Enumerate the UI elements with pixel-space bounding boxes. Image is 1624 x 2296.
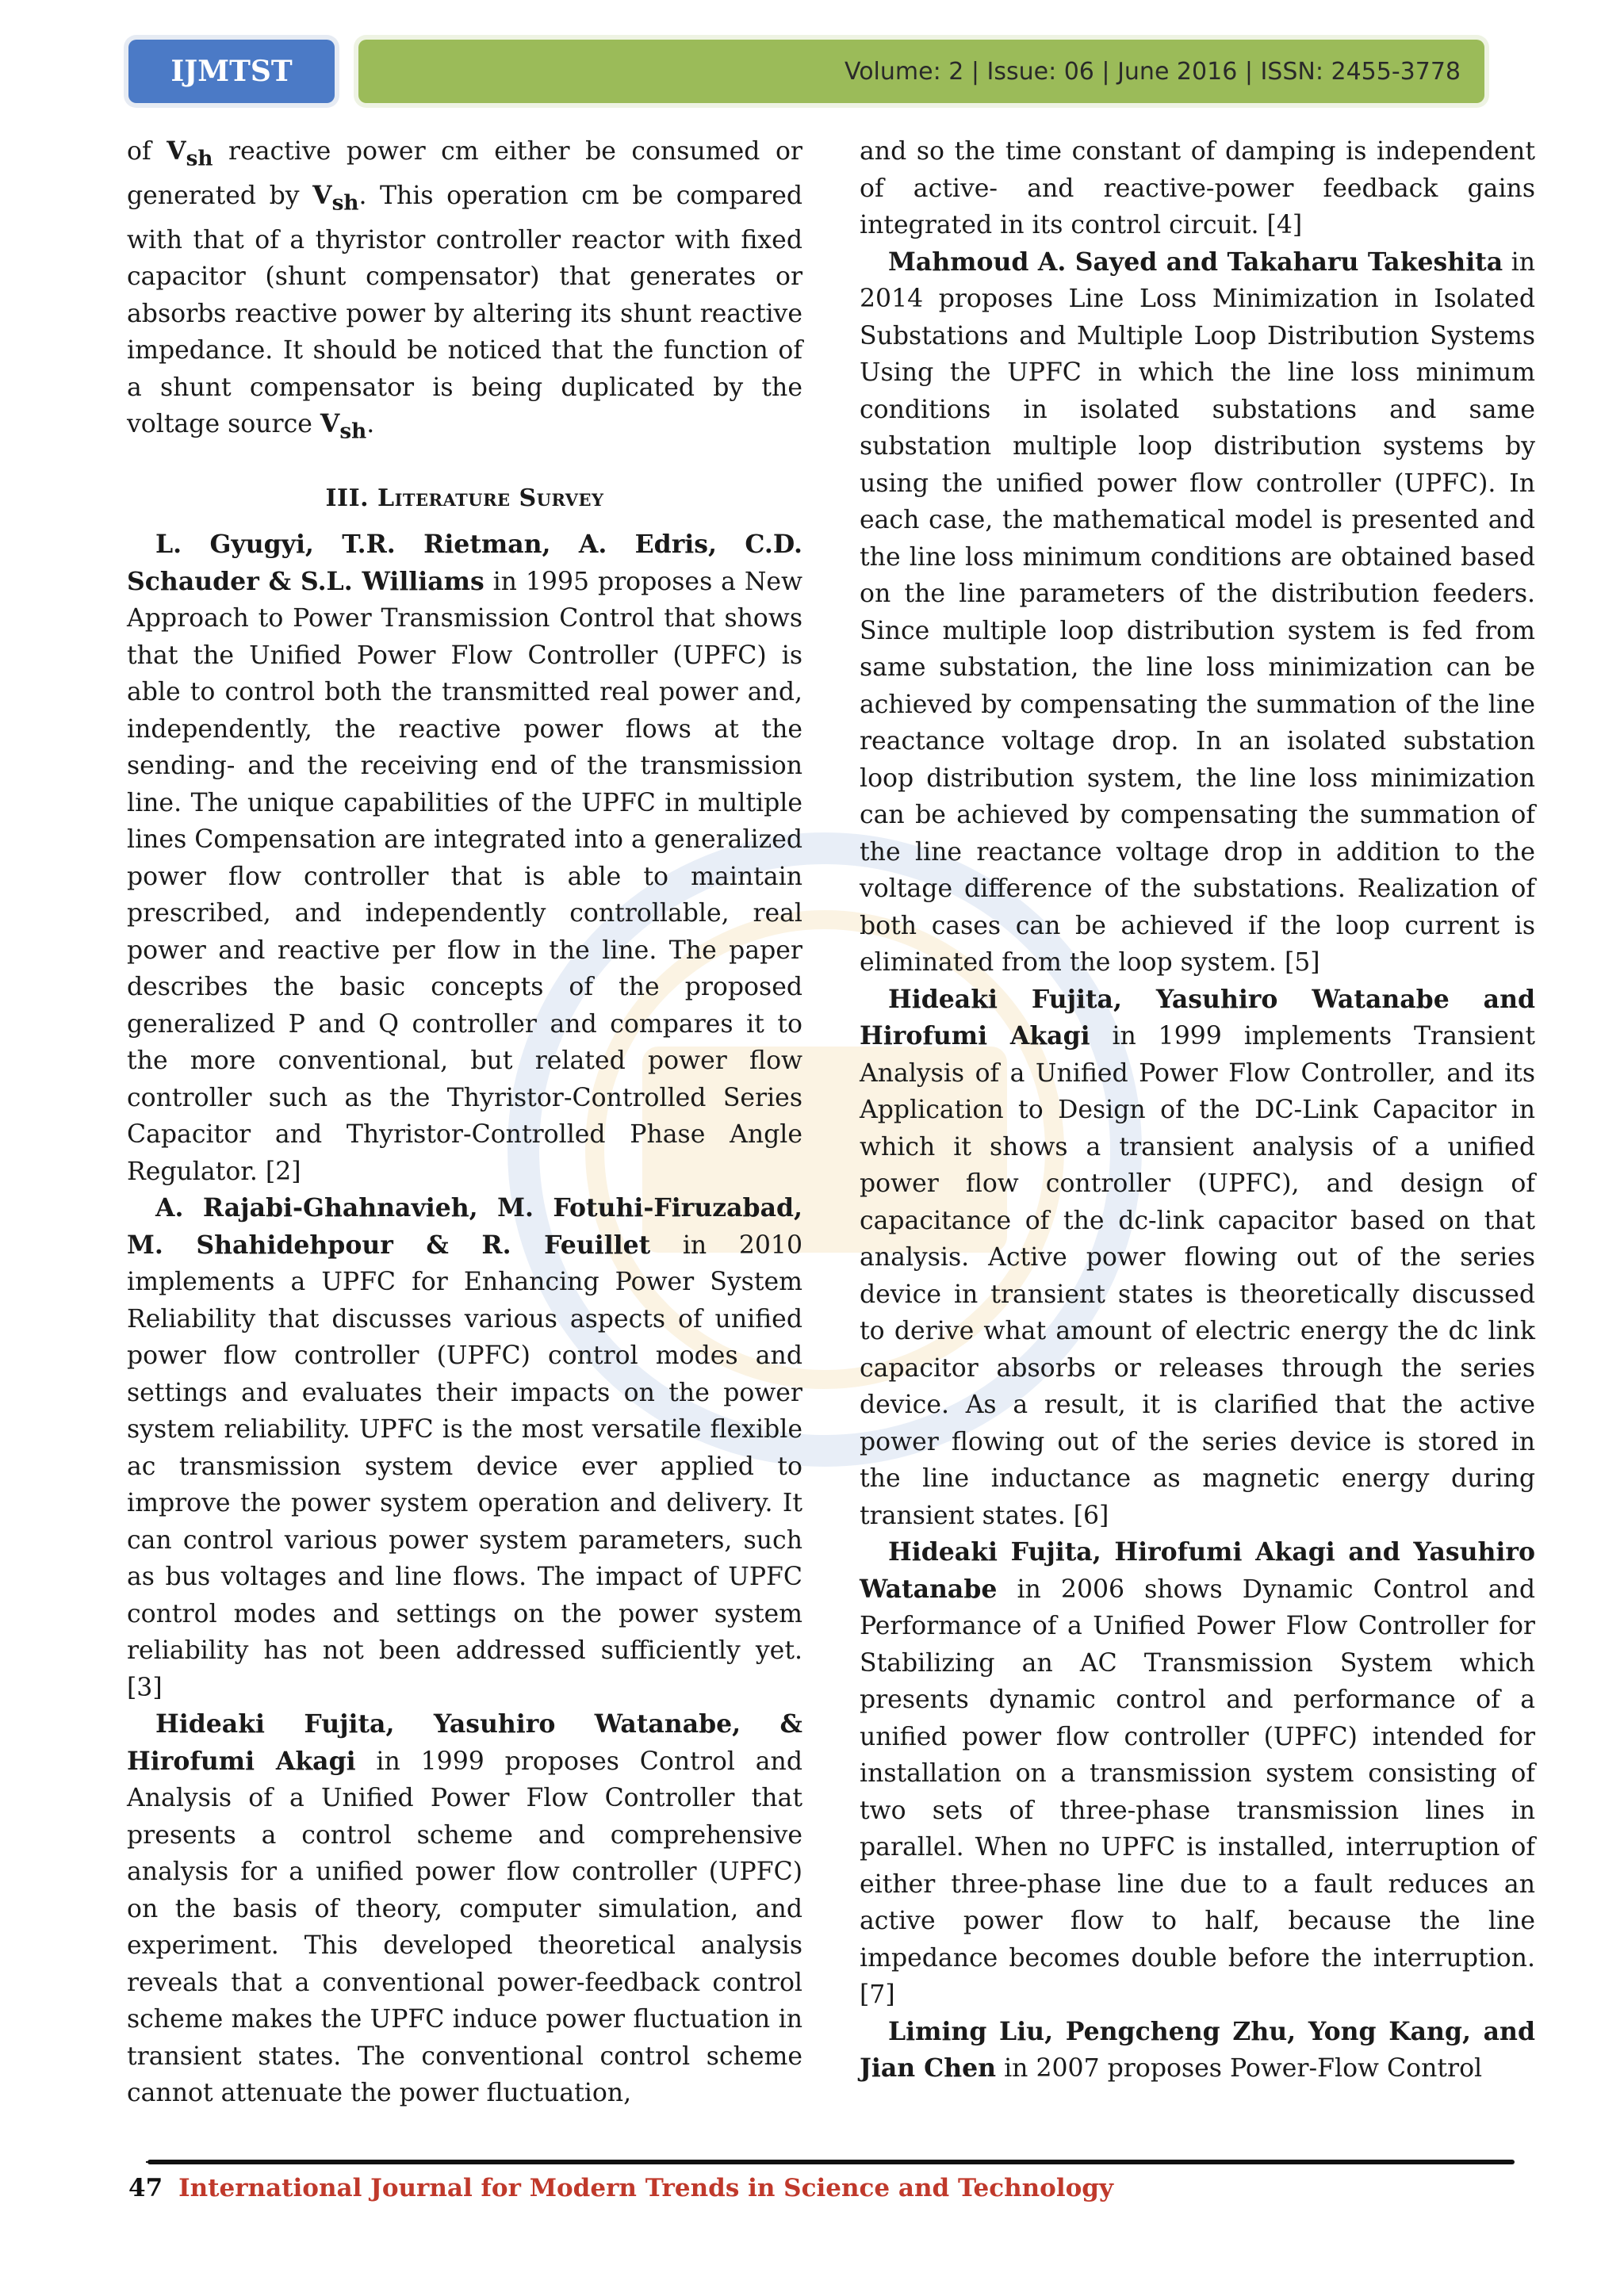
footer-journal-name: International Journal for Modern Trends in Science and Technology [178,2174,1113,2202]
issue-info: Volume: 2 | Issue: 06 | June 2016 | ISSN: 2455-3778 [845,57,1461,86]
paragraph-rajabi: A. Rajabi-Ghahnavieh, M. Fotuhi-Firuzabad, M. Shahidehpour & R. Feuillet in 2010 implements a UPFC for Enhancing Power System Reliability that discusses various aspects of unified power flow controller (UPFC) control modes and settings and evaluates their impacts on the power system reliability. UPFC is the most versatile flexible ac transmission system device ever applied to improve the power system operation and delivery. It can control various power system parameters, such as bus voltages and line flows. The impact of UPFC control modes and settings on the power system reliability has not been addressed sufficiently yet. [3] [127,1193,803,1702]
author-names: Hideaki Fujita, Hirofumi Akagi and Yasuhiro Watanabe [860,1537,1535,1604]
issue-info-banner [358,40,1484,103]
paragraph-liu: Liming Liu, Pengcheng Zhu, Yong Kang, and Jian Chen in 2007 proposes Power-Flow Control [860,2016,1535,2083]
page-footer [128,2174,1113,2202]
author-names: L. Gyugyi, T.R. Rietman, A. Edris, C.D. Schauder & S.L. Williams [127,530,802,596]
left-column [127,133,802,2112]
paragraph-fujita-2006: Hideaki Fujita, Hirofumi Akagi and Yasuhiro Watanabe in 2006 shows Dynamic Control and Performance of a Unified Power Flow Controller for Stabilizing an AC Transmission System which presents dynamic control and performance of a unified power flow controller (UPFC) intended for installation on a transmission system consisting of two sets of three-phase transmission lines in parallel. When no UPFC is installed, interruption of either three-phase line due to a fault reduces an active power flow to half, because the line impedance becomes double before the interruption. [7] [860,1537,1535,2009]
journal-abbrev-badge [128,40,335,103]
author-names: Mahmoud A. Sayed and Takaharu Takeshita [888,247,1503,277]
journal-abbrev: IJMTST [170,55,293,88]
page-number: 47 [128,2174,163,2202]
paragraph-fujita-1999a: Hideaki Fujita, Yasuhiro Watanabe, & Hirofumi Akagi in 1999 proposes Control and Analysis of a Unified Power Flow Controller that presents a control scheme and comprehensive analysis for a unified power flow controller (UPFC) on the basis of theory, computer simulation, and experiment. This developed theoretical analysis reveals that a conventional power-feedback control scheme makes the UPFC induce power fluctuation in transient states. The conventional control scheme cannot attenuate the power fluctuation, [127,1709,802,2108]
paragraph-fujita-1999b: Hideaki Fujita, Yasuhiro Watanabe and Hirofumi Akagi in 1999 implements Transient Analysis of a Unified Power Flow Controller, and its Application to Design of the DC-Link Capacitor in which it shows a transient analysis of a unified power flow controller (UPFC), and design of capacitance of the dc-link capacitor based on that analysis. Active power flowing out of the series device in transient states is theoretically discussed to derive what amount of electric energy the dc link capacitor absorbs or releases through the series device. As a result, it is clarified that the active power flowing out of the series device is stored in the line inductance as magnetic energy during transient states. [6] [860,984,1535,1530]
paragraph-gyugyi: L. Gyugyi, T.R. Rietman, A. Edris, C.D. Schauder & S.L. Williams in 1995 proposes a New Approach to Power Transmission Control that shows that the Unified Power Flow Controller (UPFC) is able to control both the transmitted real power and, independently, the reactive power flows at the sending- and the receiving end of the transmission line. The unique capabilities of the UPFC in multiple lines Compensation are integrated into a generalized power flow controller that is able to maintain prescribed, and independently controllable, real power and reactive per flow in the line. The paper describes the basic concepts of the proposed generalized P and Q controller and compares it to the more conventional, but related power flow controller such as the Thyristor-Controlled Series Capacitor and Thyristor-Controlled Phase Angle Regulator. [2] [127,530,803,1186]
paragraph-continued: of $V_{sh}$ reactive power cm either be consumed or generated by $V_{sh}$. This operation cm be compared with that of a thyristor controller reactor with fixed capacitor (shunt compensator) that generates or absorbs reactive power by altering its shunt reactive impedance. It should be noticed that the function of a shunt compensator is being duplicated by the voltage source $V_{sh}$. [127,136,802,444]
author-names: Hideaki Fujita, Yasuhiro Watanabe and Hirofumi Akagi [860,984,1535,1050]
section-heading: III. Literature Survey [325,484,604,512]
author-names: A. Rajabi-Ghahnavieh, M. Fotuhi-Firuzabad, M. Shahidehpour & R. Feuillet [127,1193,802,1260]
author-names: Hideaki Fujita, Yasuhiro Watanabe, & Hirofumi Akagi [127,1709,802,1776]
right-column [860,133,1535,2087]
author-names: Liming Liu, Pengcheng Zhu, Yong Kang, and Jian Chen [860,2016,1535,2083]
paragraph-sayed: Mahmoud A. Sayed and Takaharu Takeshita in 2014 proposes Line Loss Minimization in Isolated Substations and Multiple Loop Distribution Systems Using the UPFC in which the line loss minimum conditions in isolated substations and same substation multiple loop distribution systems by using the unified power flow controller (UPFC). In each case, the mathematical model is presented and the line loss minimum conditions are obtained based on the line parameters of the distribution feeders. Since multiple loop distribution system is fed from same substation, the line loss minimization can be achieved by compensating the summation of the line reactance voltage drop. In an isolated substation loop distribution system, the line loss minimization can be achieved by compensating the summation of the line reactance voltage drop in addition to the voltage difference of the substations. Realization of both cases can be achieved if the loop current is eliminated from the loop system. [5] [860,247,1535,977]
paragraph-continued-right: and so the time constant of damping is independent of active- and reactive-power feedback gains integrated in its control circuit. [4] [860,137,1535,239]
footer-rule [147,2160,1515,2164]
